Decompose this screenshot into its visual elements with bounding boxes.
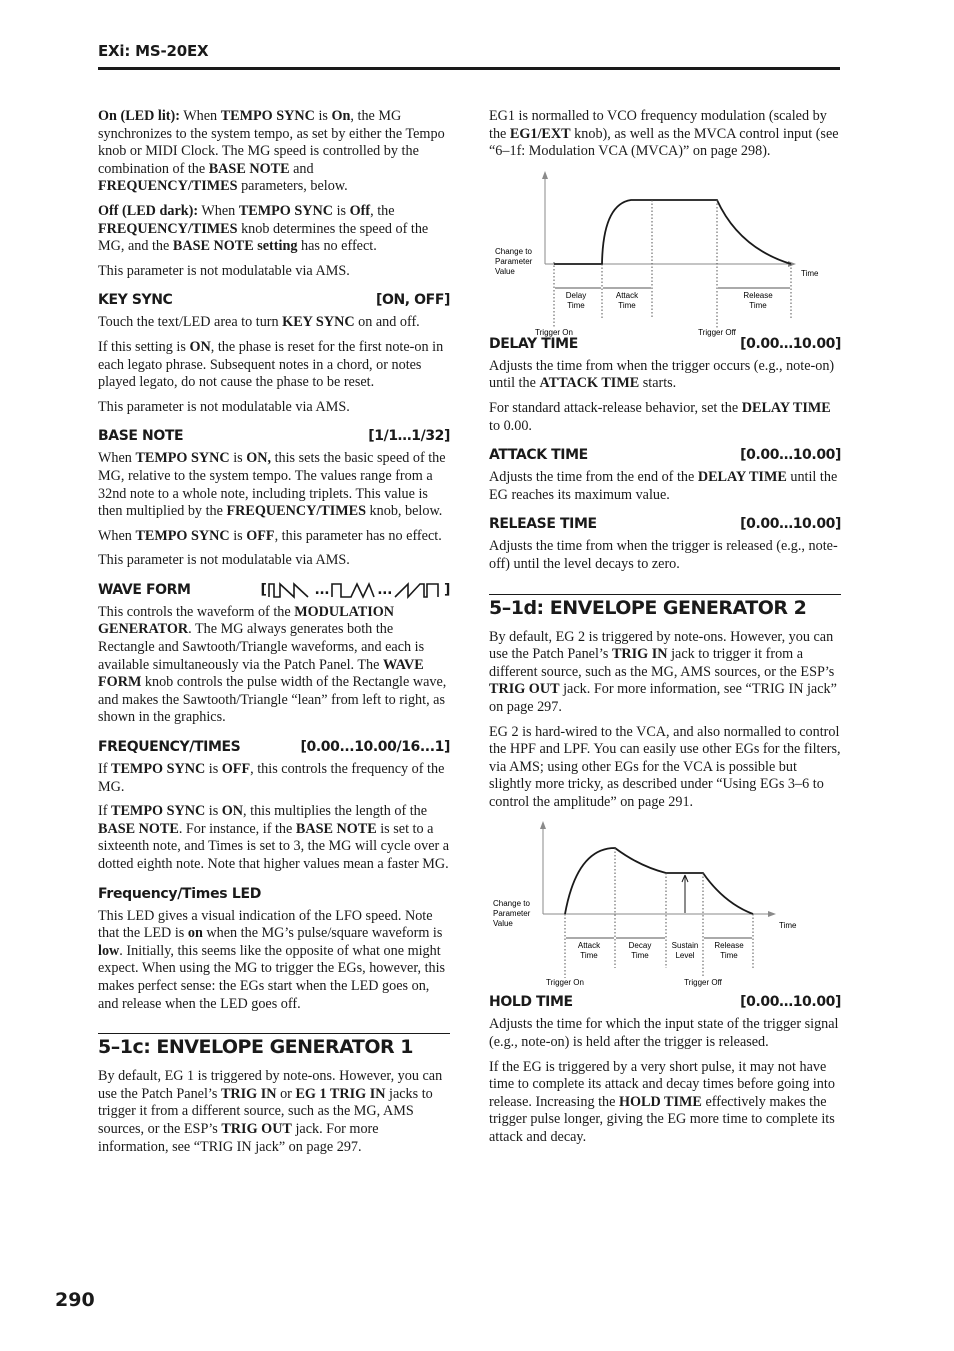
eg2-section-title: 5–1d: ENVELOPE GENERATOR 2 [489, 594, 841, 619]
key-sync-text [98, 339, 450, 392]
param-range: [1/1…1/32] [368, 428, 450, 445]
bold-term: MODULATION GENERATOR [98, 603, 395, 638]
text-run: This LED gives a visual indication of the LFO speed. Note that the LED is [98, 907, 433, 942]
text-run: , this parameter has no effect. [274, 527, 442, 544]
trigger-off-label: Trigger Off [698, 327, 736, 337]
text-run: parameters, below. [237, 178, 348, 195]
bold-term: TEMPO SYNC [220, 108, 315, 124]
bold-term: low [98, 942, 120, 959]
bold-term: HOLD TIME [618, 1093, 702, 1110]
on-led-paragraph [98, 108, 450, 196]
bold-term: FREQUENCY/TIMES [98, 220, 238, 237]
delay-time-text [489, 400, 841, 435]
text-run: . Initially, this seems like the opposite of what one might expect. When using the MG to trigger the EGs, however, this makes perfect sense: the EGs start when the LED goes on, and release when the LED goes off. [98, 942, 446, 1012]
hold-time-heading [489, 994, 841, 1010]
text-run: effectively makes the trigger pulse longer, giving the EG more time to complete its attack and decay. [489, 1093, 835, 1146]
eg1-envelope-diagram [489, 168, 841, 337]
text-run: is [333, 202, 350, 219]
bold-term: EG1/EXT [509, 125, 571, 142]
text-run: , the phase is reset for the first note-on in each legato phrase. Subsequent notes in a chord, or notes played legato, do not cause the phase to be reset. [98, 338, 444, 391]
param-name: HOLD TIME [489, 994, 573, 1011]
ellipsis: ... [377, 581, 392, 598]
text-run: Adjusts the time from when the trigger occurs (e.g., note-on) until the [489, 357, 835, 392]
text-run: By default, EG 2 is triggered by note-ons. However, you can use the Patch Panel’s [489, 628, 834, 663]
text-run: EG1 is normalled to VCO frequency modulation (scaled by the [489, 108, 827, 142]
release-time-heading [489, 516, 841, 532]
frequency-times-heading [98, 739, 450, 755]
change-label: Change to [495, 246, 532, 256]
not-modulatable-note: This parameter is not modulatable via AMS. [98, 262, 350, 279]
bold-term: TEMPO SYNC [135, 450, 230, 467]
change-label: Value [493, 919, 513, 929]
param-range: [ON, OFF] [375, 292, 450, 309]
text-run: is set to a sixteenth note, and Times is set to 3, the MG will cycle over a dotted eighth note. Note that higher values mean a faster MG. [98, 820, 450, 872]
delay-label: Delay [565, 290, 587, 300]
text-run: jacks to trigger it from a different source, such as the MG, AMS sources, or the ESP’s [98, 1085, 433, 1137]
bold-term: BASE NOTE [98, 820, 179, 837]
wave-form-text [98, 604, 450, 727]
delay-time-heading [489, 336, 841, 352]
frequency-led-heading: Frequency/Times LED [98, 885, 262, 902]
text-run: on and off. [354, 314, 420, 331]
text-run: If the EG is triggered by a very short pulse, it may not have time to complete its attack and decay times before going into release. Increasing the [489, 1058, 835, 1110]
text-run: If [98, 761, 111, 778]
time-label: Time [779, 921, 797, 931]
frequency-times-text [98, 761, 450, 796]
base-note-text [98, 450, 450, 520]
attack-time-text [489, 469, 841, 504]
param-name: BASE NOTE [98, 428, 184, 445]
release-label: Time [749, 300, 767, 310]
left-column [98, 108, 450, 1163]
bold-term: BASE NOTE [295, 820, 377, 837]
bold-term: OFF [221, 761, 251, 778]
delay-label: Time [567, 300, 585, 310]
sustain-label: Sustain [671, 941, 699, 951]
text-run: When [98, 527, 136, 544]
right-column [489, 108, 841, 1154]
bold-term: EG 1 TRIG IN [295, 1085, 386, 1102]
text-run: has no effect. [297, 238, 377, 255]
text-run: and [289, 160, 314, 177]
on-led-term: On (LED lit): [98, 108, 180, 124]
time-label: Time [801, 268, 819, 278]
bold-term: on [187, 925, 203, 942]
ramp-wide-pulse-icon [394, 582, 442, 598]
bold-term: ON [221, 803, 244, 820]
bold-term: Off [349, 202, 371, 219]
param-range: [0.00...10.00/16...1] [300, 739, 450, 756]
param-name: ATTACK TIME [489, 447, 588, 464]
bold-term: TEMPO SYNC [135, 527, 230, 544]
text-run: Touch the text/LED area to turn [98, 314, 283, 331]
text-run: If this setting is [98, 338, 190, 355]
text-run: knob determines the speed of the MG, and the [98, 220, 429, 255]
attack-label: Attack [577, 941, 601, 951]
eg2-curve [565, 848, 753, 914]
text-run: If [98, 803, 111, 820]
off-led-term: Off (LED dark): [98, 202, 199, 219]
bold-term: TRIG IN [611, 646, 668, 663]
trigger-off-label: Trigger Off [684, 978, 722, 988]
trigger-on-label: Trigger On [535, 327, 573, 337]
text-run: is [229, 450, 247, 467]
bold-term: ON [189, 338, 211, 355]
eg2-envelope-diagram [489, 818, 841, 988]
sustain-label: Level [675, 951, 695, 961]
eg1-normalled-text [489, 108, 841, 161]
text-run: When [198, 202, 239, 219]
text-run: is [205, 761, 222, 778]
text-run: jack to trigger it from a different source, such as the MG, AMS sources, or the ESP’s [489, 646, 835, 680]
ellipsis: ... [314, 581, 330, 598]
attack-time-heading [489, 447, 841, 463]
header-title: EXi: MS-20EX [98, 42, 209, 60]
bold-term: BASE NOTE setting [172, 238, 298, 255]
text-run: is [205, 803, 222, 820]
bold-term: DELAY TIME [741, 399, 831, 416]
text-run: , the [370, 202, 395, 219]
bold-term: FREQUENCY/TIMES [226, 503, 366, 520]
y-axis-arrow [542, 171, 548, 179]
param-name: KEY SYNC [98, 292, 173, 309]
square-triangle-icon [331, 582, 375, 598]
trigger-on-label: Trigger On [546, 978, 584, 988]
bold-term: WAVE FORM [98, 656, 424, 691]
text-run: When [179, 108, 221, 124]
text-run: to 0.00. [489, 417, 532, 434]
header-rule [98, 67, 840, 70]
y-axis-arrow [540, 821, 546, 829]
bold-term: FREQUENCY/TIMES [98, 178, 238, 195]
text-run: jack. For more information, see “TRIG IN jack” on page 297. [489, 681, 837, 715]
change-label: Parameter [493, 909, 531, 919]
param-name: WAVE FORM [98, 581, 191, 598]
param-range: [0.00…10.00] [740, 335, 841, 352]
eg2-text: EG 2 is hard-wired to the VCA, and also normalled to control the HPF and LPF. You can easily use other EGs for the filters, via AMS; using other EGs for the VCA is possible but slightly more tricky, as described under “Using EGs 3–6 to control the amplitude” on page 291. [489, 723, 841, 810]
decay-label: Decay [628, 941, 652, 951]
param-name: DELAY TIME [489, 335, 578, 352]
bold-term: DELAY TIME [697, 469, 787, 486]
base-note-heading [98, 428, 450, 444]
text-run: For standard attack-release behavior, set the [489, 399, 742, 416]
bold-term: TEMPO SYNC [111, 761, 206, 778]
wave-form-range [260, 582, 450, 598]
delay-time-text [489, 358, 841, 393]
bracket-close: ] [444, 581, 450, 598]
param-range: [0.00…10.00] [740, 447, 841, 464]
bold-term: TEMPO SYNC [111, 803, 206, 820]
bold-term: ATTACK TIME [539, 375, 640, 392]
text-run: Adjusts the time from the end of the [489, 469, 698, 486]
param-name: RELEASE TIME [489, 516, 597, 533]
text-run: . The MG always generates both the Rectangle and Sawtooth/Triangle waveforms, and each is available simultaneously via the Patch Panel. The [98, 621, 425, 673]
eg1-text [98, 1068, 450, 1156]
x-axis-arrow [768, 911, 776, 917]
bold-term: TEMPO SYNC [238, 202, 334, 219]
bracket-open: [ [260, 581, 267, 598]
hold-time-text [489, 1059, 841, 1147]
frequency-times-text [98, 803, 450, 873]
text-run: is [314, 108, 332, 124]
text-run: or [276, 1085, 296, 1102]
bold-term: OFF [246, 527, 275, 544]
eg1-curve [554, 200, 791, 264]
attack-label: Time [618, 300, 636, 310]
hold-time-text: Adjusts the time for which the input state of the trigger signal (e.g., note-on) is held after the trigger is released. [489, 1016, 839, 1051]
text-run: knob), as well as the MVCA control input (see “6–1f: Modulation VCA (MVCA)” on page 298). [489, 125, 839, 160]
text-run: knob controls the pulse width of the Rectangle wave, and makes the Sawtooth/Triangle “lean” from left to right, as shown in the graphics. [98, 674, 447, 726]
release-label: Release [714, 941, 744, 951]
param-range: [0.00…10.00] [740, 994, 841, 1011]
release-label: Release [743, 290, 773, 300]
text-run: . For instance, if the [178, 820, 296, 837]
text-run: , this controls the frequency of the MG. [98, 761, 445, 795]
text-run: When [98, 450, 136, 467]
param-range: [0.00…10.00] [740, 516, 841, 533]
bold-term: On [331, 108, 351, 124]
change-label: Parameter [495, 256, 533, 266]
eg2-text [489, 629, 841, 717]
bold-term: ON, [246, 450, 272, 467]
text-run: knob, below. [366, 503, 443, 520]
bold-term: BASE NOTE [208, 160, 290, 177]
param-name: FREQUENCY/TIMES [98, 739, 241, 756]
off-led-paragraph [98, 203, 450, 256]
release-label: Time [720, 951, 738, 961]
text-run: when the MG’s pulse/square waveform is [202, 925, 443, 942]
text-run: By default, EG 1 is triggered by note-ons. However, you can use the Patch Panel’s [98, 1068, 443, 1102]
text-run: jack. For more information, see “TRIG IN jack” on page 297. [98, 1120, 379, 1155]
key-sync-text [98, 314, 450, 332]
not-modulatable-note: This parameter is not modulatable via AMS. [98, 552, 350, 569]
attack-label: Time [580, 951, 598, 961]
change-label: Change to [493, 899, 530, 909]
frequency-led-text [98, 908, 450, 1014]
wave-form-heading [98, 582, 450, 598]
bold-term: TRIG OUT [221, 1120, 292, 1137]
bold-term: TRIG IN [220, 1085, 277, 1102]
release-time-text: Adjusts the time from when the trigger is released (e.g., note-off) until the level decays to zero. [489, 538, 838, 572]
text-run: , the MG synchronizes to the system tempo, as set by either the Tempo knob or MIDI Clock. The MG speed is controlled by the combination of the [98, 108, 445, 177]
attack-label: Attack [615, 290, 639, 300]
text-run: is [229, 527, 247, 544]
text-run: This controls the waveform of the [98, 603, 295, 620]
bold-term: TRIG OUT [489, 681, 560, 698]
text-run: until the EG reaches its maximum value. [489, 469, 838, 503]
eg1-section-title: 5–1c: ENVELOPE GENERATOR 1 [98, 1033, 450, 1058]
text-run: this sets the basic speed of the MG, relative to the system tempo. The values range from a 32nd note to a whole note, including triplets. This value is then multiplied by the [98, 450, 446, 520]
base-note-text [98, 528, 450, 546]
text-run: , this multiplies the length of the [243, 803, 428, 820]
decay-label: Time [631, 951, 649, 961]
page-number: 290 [55, 1289, 95, 1311]
not-modulatable-note: This parameter is not modulatable via AMS. [98, 398, 350, 415]
change-label: Value [495, 266, 515, 276]
bold-term: KEY SYNC [282, 314, 355, 331]
narrow-pulse-ramp-icon [268, 582, 312, 598]
key-sync-heading [98, 292, 450, 308]
text-run: starts. [639, 375, 677, 392]
